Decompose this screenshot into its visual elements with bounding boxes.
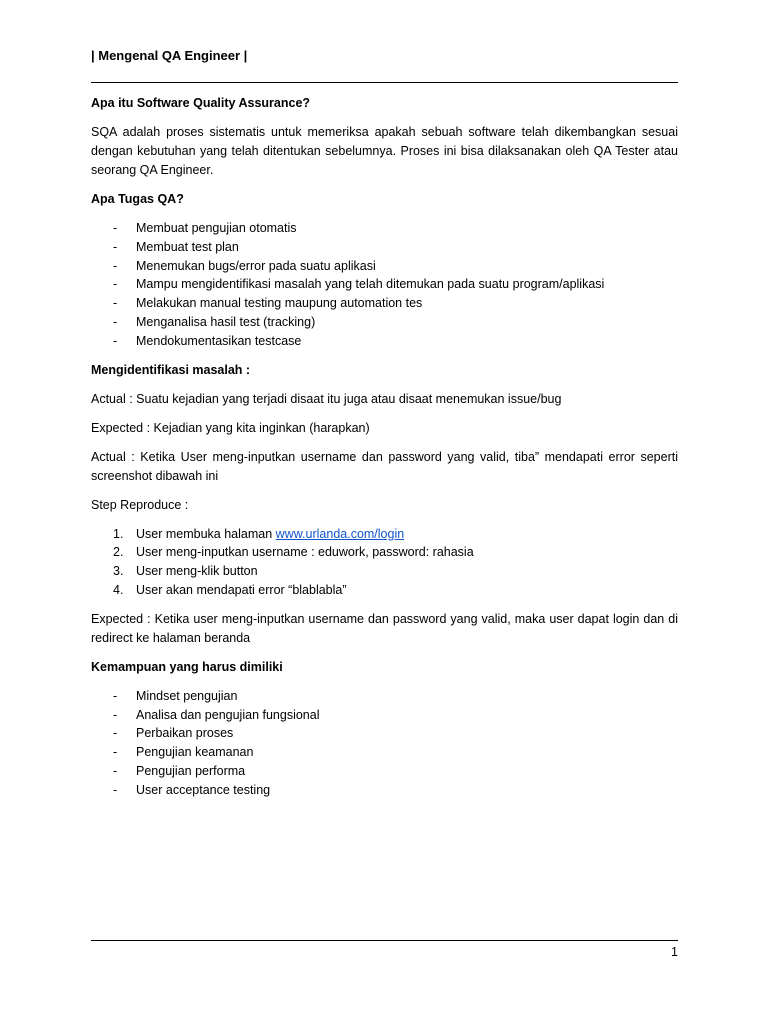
dash-marker: - — [113, 707, 118, 722]
header-divider — [91, 82, 678, 83]
dash-marker: - — [113, 314, 118, 329]
document-body — [91, 94, 678, 810]
step-number: 1. — [113, 526, 124, 541]
dash-marker: - — [113, 239, 118, 254]
actual-example: Actual : Ketika User meng-inputkan username dan password yang valid, tiba” mendapati error seperti screenshot dibawah ini — [91, 449, 678, 483]
list-item: - Pengujian keamanan — [91, 743, 678, 762]
skills-heading: Kemampuan yang harus dimiliki — [91, 659, 283, 674]
list-item: - Perbaikan proses — [91, 724, 678, 743]
dash-marker: - — [113, 763, 118, 778]
dash-marker: - — [113, 258, 118, 273]
identify-heading: Mengidentifikasi masalah : — [91, 362, 251, 377]
list-item: 1. User membuka halaman www.urlanda.com/login — [91, 525, 678, 544]
dash-marker: - — [113, 688, 118, 703]
expected-example: Expected : Ketika user meng-inputkan username dan password yang valid, maka user dapat login dan di redirect ke halaman beranda — [91, 611, 678, 645]
sqa-heading: Apa itu Software Quality Assurance? — [91, 96, 311, 110]
step-list — [91, 525, 678, 600]
list-item: - Melakukan manual testing maupung automation tes — [91, 294, 678, 313]
dash-marker: - — [113, 745, 118, 760]
step-number: 4. — [113, 582, 124, 597]
list-item: 4. User akan mendapati error “blablabla” — [91, 581, 678, 600]
footer-divider — [91, 940, 678, 941]
dash-marker: - — [113, 221, 118, 235]
list-item: - User acceptance testing — [91, 781, 678, 800]
list-item: - Mendokumentasikan testcase — [91, 332, 678, 351]
list-item: - Menganalisa hasil test (tracking) — [91, 313, 678, 332]
list-item: - Membuat test plan — [91, 238, 678, 257]
list-item: 3. User meng-klik button — [91, 562, 678, 581]
list-item: 2. User meng-inputkan username : eduwork, password: rahasia — [91, 543, 678, 562]
expected-definition: Expected : Kejadian yang kita inginkan (harapkan) — [91, 420, 370, 435]
sqa-paragraph: SQA adalah proses sistematis untuk memeriksa apakah sebuah software telah dikembangkan sesuai dengan kebutuhan yang telah ditentukan sebelumnya. Proses ini bisa dilaksanakan oleh QA Tester atau seorang QA Engineer. — [91, 125, 678, 177]
list-item: - Analisa dan pengujian fungsional — [91, 706, 678, 725]
dash-marker: - — [113, 782, 118, 797]
dash-marker: - — [113, 333, 118, 348]
dash-marker: - — [113, 296, 118, 311]
tugas-list — [91, 219, 678, 351]
skills-list — [91, 687, 678, 800]
list-item: - Pengujian performa — [91, 762, 678, 781]
list-item: - Mampu mengidentifikasi masalah yang telah ditemukan pada suatu program/aplikasi — [91, 275, 678, 294]
page-header: | Mengenal QA Engineer | — [91, 48, 248, 63]
list-item: - Mindset pengujian — [91, 687, 678, 706]
list-item: - Menemukan bugs/error pada suatu aplikasi — [91, 257, 678, 276]
list-item: - Membuat pengujian otomatis — [91, 219, 678, 238]
login-url-link[interactable]: www.urlanda.com/login — [275, 526, 405, 541]
step-number: 2. — [113, 545, 124, 560]
actual-definition: Actual : Suatu kejadian yang terjadi disaat itu juga atau disaat menemukan issue/bug — [91, 391, 562, 406]
dash-marker: - — [113, 726, 118, 741]
tugas-heading: Apa Tugas QA? — [91, 192, 184, 206]
step-heading: Step Reproduce : — [91, 497, 189, 512]
page-number: 1 — [671, 945, 678, 959]
step-number: 3. — [113, 564, 124, 579]
dash-marker: - — [113, 277, 118, 292]
